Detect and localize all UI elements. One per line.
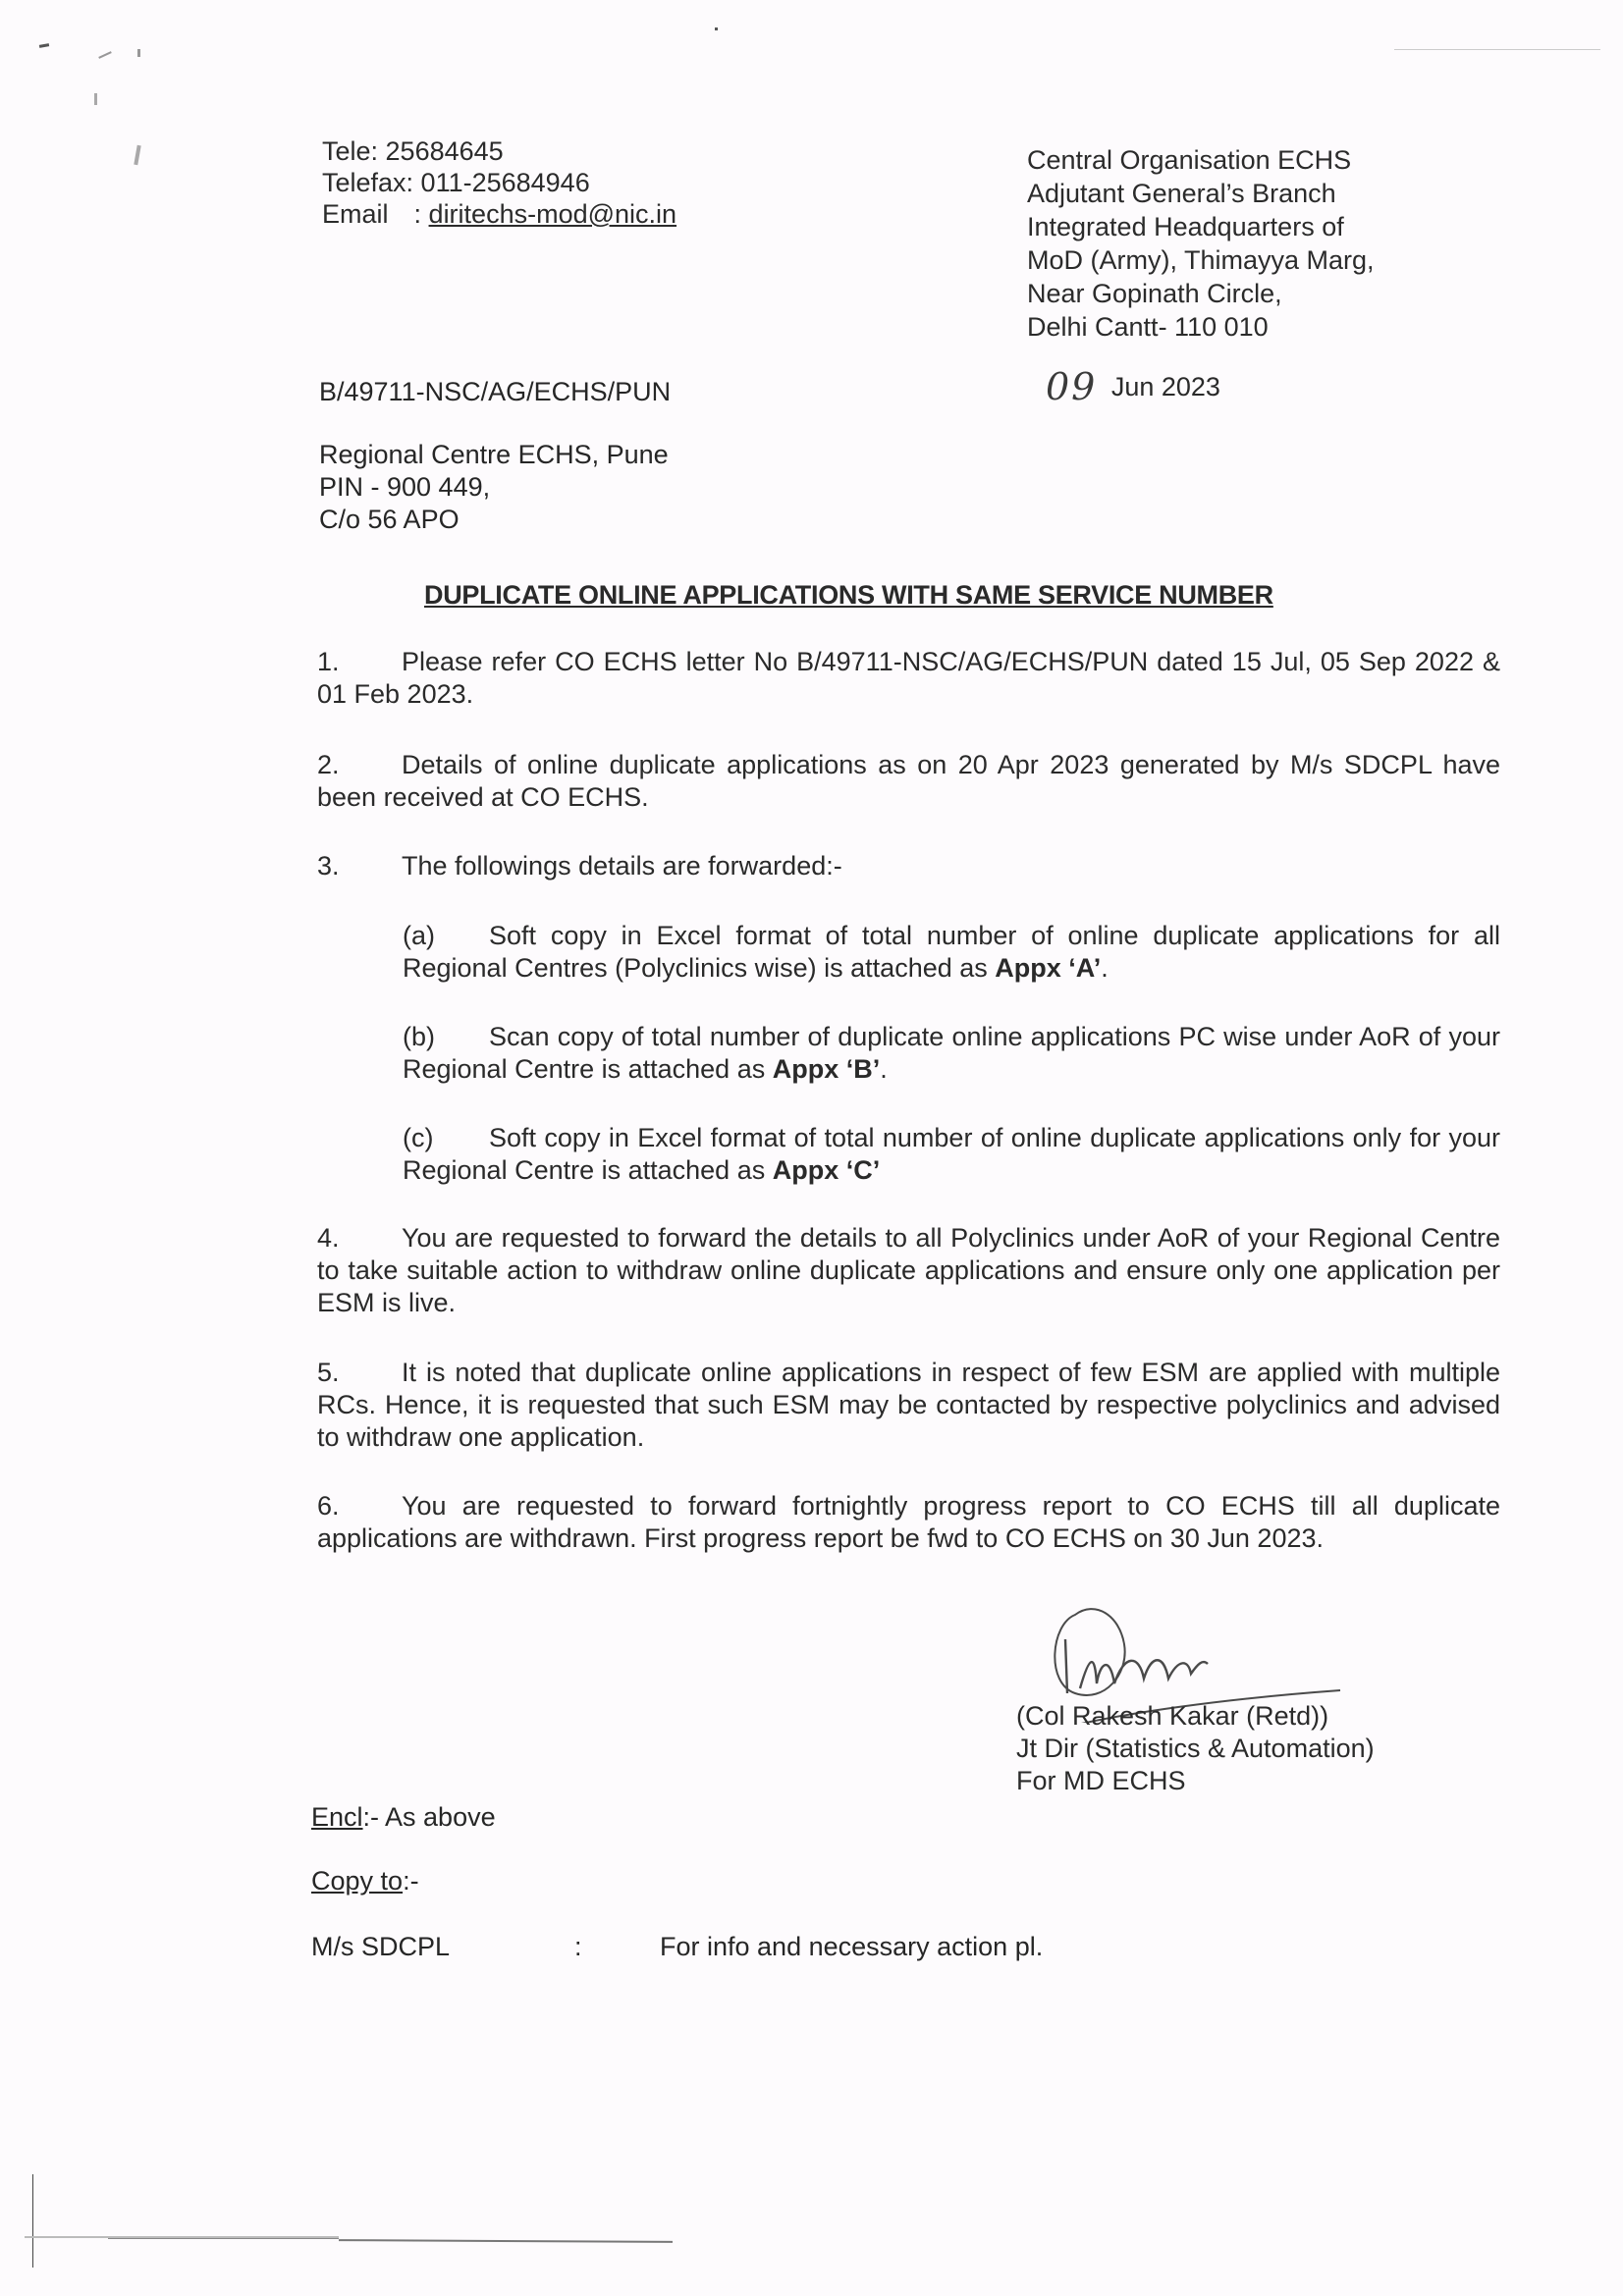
sub-item-b (403, 1021, 1500, 1086)
paragraph-number: 4. (317, 1223, 340, 1253)
enclosure-label: Encl (311, 1802, 363, 1832)
telefax: Telefax: 011-25684946 (322, 168, 590, 197)
enclosure (311, 1801, 496, 1834)
appendix-ref: Appx ‘A’ (995, 953, 1102, 983)
paragraph-text: You are requested to forward fortnightly progress report to CO ECHS till all duplicate applications are withdrawn. First progress report be fwd to CO ECHS on 30 Jun 2023. (317, 1491, 1500, 1553)
address-line: Near Gopinath Circle, (1027, 279, 1282, 308)
sub-item-tail: . (1101, 953, 1109, 983)
recipient-address (319, 439, 669, 536)
paragraph-text: Please refer CO ECHS letter No B/49711-NSC/AG/ECHS/PUN dated 15 Jul, 05 Sep 2022 & 01 Feb 2023. (317, 647, 1500, 709)
signature-stroke (1065, 1639, 1208, 1693)
paragraph-5 (317, 1357, 1500, 1454)
sub-item-label: (b) (403, 1022, 435, 1051)
paragraph-4 (317, 1222, 1500, 1319)
email-line (322, 198, 676, 230)
scan-speck (715, 27, 718, 30)
paragraph-number: 1. (317, 647, 340, 676)
handwritten-day: 09 (1046, 365, 1098, 408)
sub-item-tail: . (880, 1054, 888, 1084)
file-number: B/49711-NSC/AG/ECHS/PUN (319, 377, 672, 406)
recipient-line: C/o 56 APO (319, 505, 460, 534)
enclosure-text: :- As above (362, 1802, 496, 1832)
sub-item-label: (a) (403, 921, 435, 950)
sub-item-label: (c) (403, 1123, 434, 1152)
paragraph-number: 3. (317, 851, 340, 881)
signature-block (1016, 1700, 1375, 1797)
paragraph-text: You are requested to forward the details to all Polyclinics under AoR of your Regional Centre to take suitable action to withdraw online duplicate applications and ensure only one application per ESM is live. (317, 1223, 1500, 1317)
scan-speck (98, 51, 112, 59)
address-line: Adjutant General’s Branch (1027, 179, 1336, 208)
copy-purpose: For info and necessary action pl. (660, 1932, 1044, 1961)
paragraph-number: 5. (317, 1358, 340, 1387)
scan-speck (39, 43, 49, 48)
telephone: Tele: 25684645 (322, 136, 504, 166)
signatory-designation: Jt Dir (Statistics & Automation) (1016, 1734, 1375, 1763)
address-line: MoD (Army), Thimayya Marg, (1027, 245, 1375, 275)
scan-speck (94, 93, 97, 105)
paragraph-text: It is noted that duplicate online applications in respect of few ESM are applied with multiple RCs. Hence, it is requested that such ESM may be contacted by respective polyclinics and advised to withdraw one application. (317, 1358, 1500, 1452)
copy-separator: : (574, 1932, 582, 1961)
paragraph-1 (317, 646, 1500, 711)
appendix-ref: Appx ‘B’ (772, 1054, 881, 1084)
address-line: Delhi Cantt- 110 010 (1027, 312, 1269, 342)
copy-to-suffix: :- (403, 1866, 419, 1896)
address-line: Integrated Headquarters of (1027, 212, 1344, 241)
subject-heading: DUPLICATE ONLINE APPLICATIONS WITH SAME SERVICE NUMBER (424, 580, 1273, 610)
recipient-line: PIN - 900 449, (319, 472, 491, 502)
date-printed: Jun 2023 (1110, 372, 1220, 401)
sub-item-text: Soft copy in Excel format of total number of online duplicate applications for all Regional Centres (Polyclinics wise) is attached as (403, 921, 1500, 983)
signatory-for: For MD ECHS (1016, 1766, 1186, 1795)
sub-item-text: Soft copy in Excel format of total number of online duplicate applications only for your Regional Centre is attached as (403, 1123, 1500, 1185)
email-label: Email (322, 199, 389, 229)
email-link[interactable]: diritechs-mod@nic.in (428, 199, 677, 229)
sub-item-c (403, 1122, 1500, 1187)
paragraph-2 (317, 749, 1500, 814)
scan-border-bottom (339, 2239, 673, 2243)
paragraph-6 (317, 1490, 1500, 1555)
email-separator: : (413, 199, 422, 229)
sub-item-text: Scan copy of total number of duplicate online applications PC wise under AoR of your Regional Centre is attached as (403, 1022, 1500, 1084)
contact-block (322, 135, 676, 230)
signatory-name: (Col Rakesh Kakar (Retd)) (1016, 1701, 1329, 1731)
address-line: Central Organisation ECHS (1027, 145, 1352, 175)
sender-address (1027, 143, 1375, 344)
copy-recipient: M/s SDCPL (311, 1932, 451, 1961)
scan-border-bottom (108, 2238, 339, 2239)
paragraph-number: 6. (317, 1491, 340, 1521)
copy-to-entry (311, 1931, 1043, 1963)
paragraph-text: Details of online duplicate applications as on 20 Apr 2023 generated by M/s SDCPL have been received at CO ECHS. (317, 750, 1500, 812)
scan-speck (134, 145, 140, 165)
scan-speck (137, 49, 140, 57)
paragraph-number: 2. (317, 750, 340, 779)
scan-border-left (32, 2174, 33, 2268)
recipient-line: Regional Centre ECHS, Pune (319, 440, 669, 469)
date-line (1046, 365, 1220, 408)
paragraph-text: The followings details are forwarded:- (402, 851, 842, 881)
copy-to (311, 1865, 419, 1897)
appendix-ref: Appx ‘C’ (772, 1155, 881, 1185)
copy-to-label: Copy to (311, 1866, 404, 1896)
sub-item-a (403, 920, 1500, 985)
paragraph-3 (317, 850, 1500, 882)
scan-border-top (1394, 49, 1600, 50)
